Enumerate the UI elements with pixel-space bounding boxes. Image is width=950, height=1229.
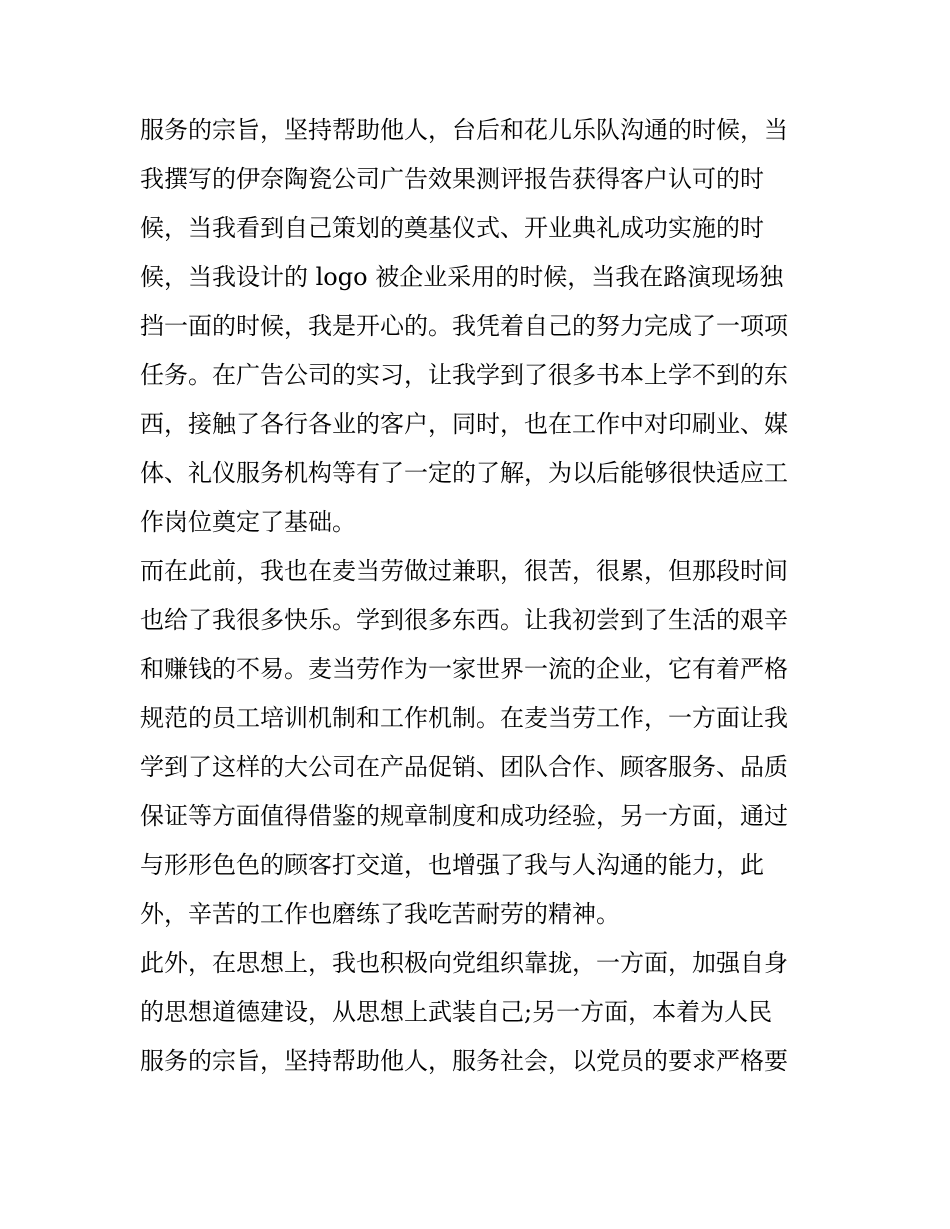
text-line: 挡一面的时候，我是开心的。我凭着自己的努力完成了一项项 <box>140 312 788 340</box>
text-line: 服务的宗旨，坚持帮助他人，台后和花儿乐队沟通的时候，当 <box>140 116 788 144</box>
text-line: 与形形色色的顾客打交道，也增强了我与人沟通的能力，此 <box>140 851 764 879</box>
text-line: 也给了我很多快乐。学到很多东西。让我初尝到了生活的艰辛 <box>140 606 788 634</box>
text-line: 服务的宗旨，坚持帮助他人，服务社会，以党员的要求严格要 <box>140 1047 788 1075</box>
paragraph-internship <box>140 106 815 547</box>
text-line: 此外，在思想上，我也积极向党组织靠拢，一方面，加强自身 <box>140 949 788 977</box>
text-line: 体、礼仪服务机构等有了一定的了解，为以后能够很快适应工 <box>140 459 788 487</box>
text-line: 候，当我看到自己策划的奠基仪式、开业典礼成功实施的时 <box>140 214 764 242</box>
paragraph-mcdonalds <box>140 547 815 939</box>
text-line: 外，辛苦的工作也磨练了我吃苦耐劳的精神。 <box>140 900 620 928</box>
text-line: 西，接触了各行各业的客户，同时，也在工作中对印刷业、媒 <box>140 410 788 438</box>
document-body <box>140 106 815 1086</box>
text-line: 学到了这样的大公司在产品促销、团队合作、顾客服务、品质 <box>140 753 788 781</box>
text-line: 我撰写的伊奈陶瓷公司广告效果测评报告获得客户认可的时 <box>140 165 764 193</box>
text-line: 而在此前，我也在麦当劳做过兼职，很苦，很累，但那段时间 <box>140 557 788 585</box>
paragraph-ideology <box>140 939 815 1086</box>
text-line: 的思想道德建设，从思想上武装自己;另一方面，本着为人民 <box>140 998 773 1026</box>
text-line: 候，当我设计的 logo 被企业采用的时候，当我在路演现场独 <box>140 263 784 291</box>
text-line: 作岗位奠定了基础。 <box>140 508 356 536</box>
text-line: 和赚钱的不易。麦当劳作为一家世界一流的企业，它有着严格 <box>140 655 788 683</box>
text-line: 任务。在广告公司的实习，让我学到了很多书本上学不到的东 <box>140 361 788 389</box>
text-line: 规范的员工培训机制和工作机制。在麦当劳工作，一方面让我 <box>140 704 788 732</box>
text-line: 保证等方面值得借鉴的规章制度和成功经验，另一方面，通过 <box>140 802 788 830</box>
